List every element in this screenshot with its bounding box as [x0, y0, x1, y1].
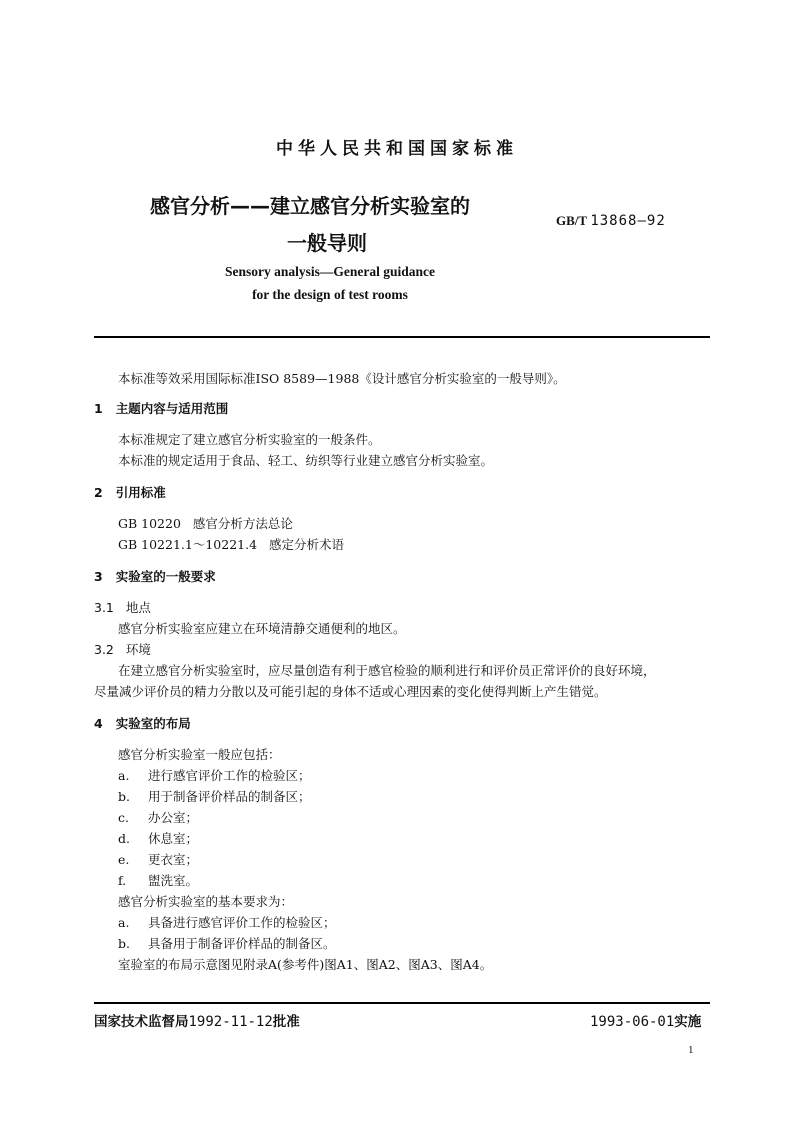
list-item-label: b. — [118, 936, 130, 951]
subsection-3-1-text: 感官分析实验室应建立在环境清静交通便利的地区。 — [118, 621, 406, 636]
intro-text: 本标准等效采用国际标准ISO 8589—1988《设计感官分析实验室的一般导则》。 — [118, 371, 566, 386]
list-item-text: 休息室； — [148, 831, 199, 846]
header-divider — [94, 336, 710, 338]
subsection-3-2-number: 3.2 — [94, 642, 114, 657]
list-item-label: f. — [118, 873, 127, 888]
list-item-text: 办公室； — [148, 810, 199, 825]
list-item — [118, 871, 198, 889]
effective-line — [590, 1010, 701, 1030]
subsection-3-1-heading — [94, 598, 151, 616]
reference-code: GB 10220 — [118, 516, 181, 531]
list-item-label: d. — [118, 831, 130, 846]
list-item-label: c. — [118, 810, 129, 825]
list-item-text: 进行感官评价工作的检验区； — [148, 768, 311, 783]
list-item-label: e. — [118, 852, 130, 867]
subsection-3-1-title: 地点 — [125, 600, 151, 615]
list-item — [118, 934, 336, 952]
section-4-basic-intro: 感官分析实验室的基本要求为： — [118, 894, 294, 909]
section-3-number: 3 — [94, 569, 103, 584]
section-1-line-2: 本标准的规定适用于食品、轻工、纺织等行业建立感官分析实验室。 — [118, 453, 494, 468]
list-item — [118, 766, 311, 784]
reference-code: GB 10221.1～10221.4 — [118, 537, 258, 552]
section-4-heading — [94, 714, 191, 732]
section-2-heading — [94, 483, 166, 501]
approval-suffix: 批准 — [272, 1014, 300, 1030]
list-item — [118, 787, 311, 805]
subsection-3-2-text-line2: 尽量减少评价员的精力分散以及可能引起的身体不适或心理因素的变化使得判断上产生错觉。 — [94, 684, 607, 699]
footer-divider — [94, 1002, 710, 1004]
subsection-3-2-text-line1: 在建立感官分析实验室时，应尽量创造有利于感官检验的顺利进行和评价员正常评价的良好环境， — [118, 663, 656, 678]
section-3-heading — [94, 567, 216, 585]
list-item-text: 更衣室； — [148, 852, 199, 867]
approval-org: 国家技术监督局 — [94, 1014, 189, 1030]
section-4-note: 室验室的布局示意图见附录A(参考件)图A1、图A2、图A3、图A4。 — [118, 957, 493, 972]
list-item-label: a. — [118, 915, 130, 930]
section-4-title: 实验室的布局 — [115, 716, 191, 731]
subsection-3-2-heading — [94, 640, 151, 658]
list-item — [118, 850, 198, 868]
section-2-number: 2 — [94, 485, 103, 500]
effective-date: 1993-06-01 — [590, 1014, 675, 1030]
list-item-text: 用于制备评价样品的制备区； — [148, 789, 311, 804]
section-4-intro: 感官分析实验室一般应包括： — [118, 747, 281, 762]
list-item-text: 盥洗室。 — [148, 873, 199, 888]
list-item — [118, 808, 198, 826]
subsection-3-2-title: 环境 — [125, 642, 151, 657]
reference-item — [118, 535, 344, 553]
section-1-number: 1 — [94, 401, 103, 416]
list-item-text: 具备用于制备评价样品的制备区。 — [148, 936, 336, 951]
national-standard-title: 中华人民共和国国家标准 — [276, 139, 518, 159]
document-title-en-line2: for the design of test rooms — [252, 287, 408, 302]
approval-line — [94, 1010, 300, 1030]
list-item — [118, 829, 198, 847]
standard-code-prefix: GB/T — [556, 213, 588, 228]
reference-title: 感官分析方法总论 — [192, 516, 293, 531]
section-1-heading — [94, 399, 228, 417]
document-title-cn-line2: 一般导则 — [287, 231, 367, 255]
section-2-title: 引用标准 — [115, 485, 166, 500]
reference-item — [118, 514, 293, 532]
document-title-en-line1: Sensory analysis—General guidance — [224, 264, 435, 279]
section-1-line-1: 本标准规定了建立感官分析实验室的一般条件。 — [118, 432, 381, 447]
section-1-title: 主题内容与适用范围 — [115, 401, 229, 416]
standard-code — [556, 213, 666, 229]
section-4-number: 4 — [94, 716, 103, 731]
list-item-text: 具备进行感官评价工作的检验区； — [148, 915, 336, 930]
reference-title: 感定分析术语 — [268, 537, 344, 552]
list-item-label: b. — [118, 789, 130, 804]
subsection-3-1-number: 3.1 — [94, 600, 114, 615]
list-item — [118, 913, 336, 931]
approval-date: 1992-11-12 — [188, 1014, 273, 1030]
list-item-label: a. — [118, 768, 130, 783]
standard-code-number: 13868—92 — [590, 213, 666, 229]
section-3-title: 实验室的一般要求 — [115, 569, 216, 584]
document-title-cn-line1: 感官分析——建立感官分析实验室的 — [150, 194, 470, 218]
page-number: 1 — [688, 1044, 694, 1056]
effective-suffix: 实施 — [674, 1014, 702, 1030]
